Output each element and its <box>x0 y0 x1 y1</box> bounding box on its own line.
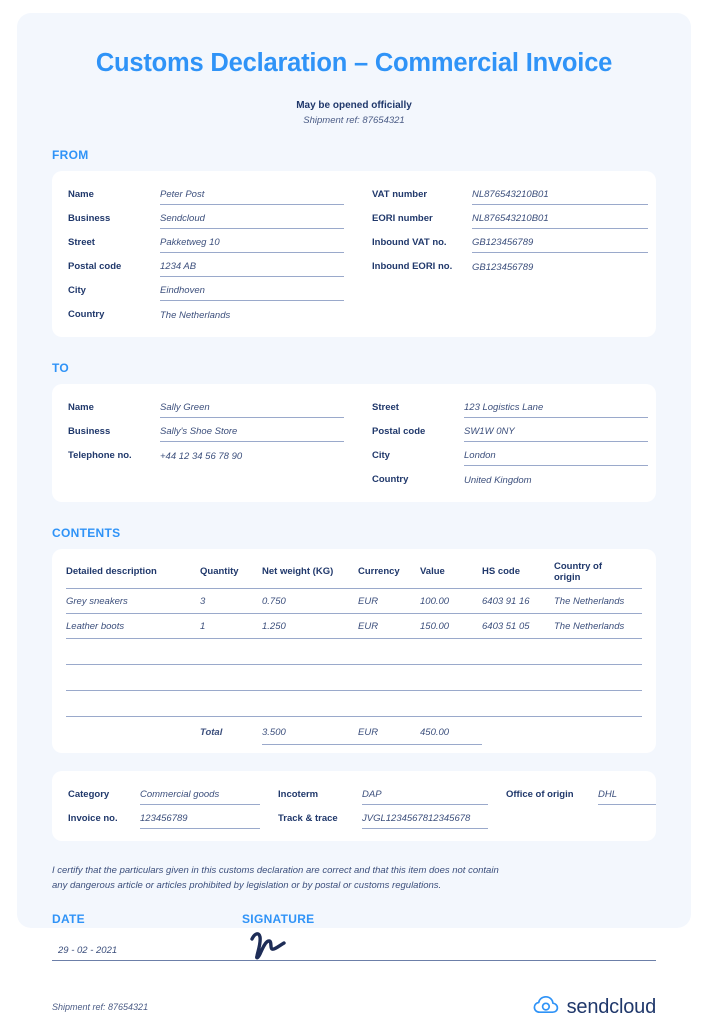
table-row-blank <box>66 638 642 664</box>
field-value[interactable]: United Kingdom <box>464 474 532 486</box>
field-label: Business <box>68 425 111 437</box>
table-row-total <box>66 716 642 744</box>
cell-quantity[interactable]: 3 <box>200 588 262 613</box>
field-label: Invoice no. <box>68 812 118 824</box>
column-header-net-weight: Net weight (KG) <box>262 559 358 589</box>
table-row <box>66 613 642 638</box>
field-to-street <box>372 394 648 418</box>
field-label: Street <box>68 236 95 248</box>
certification-line-1: I certify that the particulars given in this customs declaration are correct and that this item does not contain <box>52 864 499 876</box>
field-track-and-trace <box>278 805 488 829</box>
cell-country-of-origin[interactable] <box>554 638 642 664</box>
field-label: Name <box>68 188 94 200</box>
field-label: Track & trace <box>278 812 338 824</box>
field-label: City <box>372 449 390 461</box>
field-to-telephone <box>68 442 344 466</box>
field-label: Incoterm <box>278 788 319 800</box>
certification-text <box>52 863 656 894</box>
cell-hs-code[interactable]: 6403 51 05 <box>482 613 554 638</box>
date-label: DATE <box>52 911 85 926</box>
field-from-inbound-vat <box>372 229 648 253</box>
column-header-description: Detailed description <box>66 559 200 589</box>
cell-empty <box>66 716 200 744</box>
total-label: Total <box>200 727 223 739</box>
total-net-weight: 3.500 <box>262 716 358 744</box>
details-card <box>52 771 656 841</box>
field-spacer <box>506 805 656 829</box>
document-page <box>17 13 691 1018</box>
column-header-hs-code: HS code <box>482 559 554 589</box>
date-value: 29 - 02 - 2021 <box>58 944 118 956</box>
column-header-country-of-origin: Country of origin <box>554 559 642 589</box>
field-value[interactable]: JVGL1234567812345678 <box>362 813 488 829</box>
signature-column <box>242 912 656 961</box>
cell-empty <box>554 716 642 744</box>
cell-quantity[interactable] <box>200 638 262 664</box>
field-incoterm <box>278 781 488 805</box>
from-left-column <box>68 181 344 325</box>
cell-description[interactable] <box>66 690 200 716</box>
brand-logo <box>533 995 656 1020</box>
field-label: Postal code <box>372 425 426 437</box>
cell-hs-code[interactable] <box>482 664 554 690</box>
cell-description[interactable] <box>66 638 200 664</box>
field-value[interactable]: Commercial goods <box>140 789 260 805</box>
cell-hs-code[interactable]: 6403 91 16 <box>482 588 554 613</box>
signature-mark-icon <box>246 925 306 966</box>
field-label: Country <box>68 308 105 320</box>
certification-line-2: any dangerous article or articles prohibited by legislation or by postal or customs regulations. <box>52 880 442 892</box>
from-card <box>52 171 656 337</box>
cell-value[interactable]: 100.00 <box>420 588 482 613</box>
cell-currency[interactable] <box>358 690 420 716</box>
field-label: Telephone no. <box>68 449 132 461</box>
field-value[interactable]: +44 12 34 56 78 90 <box>160 450 243 462</box>
column-header-quantity: Quantity <box>200 559 262 589</box>
cell-hs-code[interactable] <box>482 690 554 716</box>
to-left-column <box>68 394 344 490</box>
field-from-street <box>68 229 344 253</box>
field-value[interactable]: GB123456789 <box>472 261 534 273</box>
field-label: Office of origin <box>506 788 574 800</box>
field-to-name <box>68 394 344 418</box>
field-label: Inbound EORI no. <box>372 260 453 272</box>
field-value[interactable]: Sendcloud <box>160 213 344 229</box>
footer-shipment-ref: Shipment ref: 87654321 <box>52 1002 149 1013</box>
field-label: Category <box>68 788 110 800</box>
field-value[interactable]: Pakketweg 10 <box>160 237 344 253</box>
table-row-blank <box>66 664 642 690</box>
signature-input-line[interactable] <box>242 932 656 961</box>
field-value[interactable]: NL876543210B01 <box>472 213 648 229</box>
field-value[interactable]: Sally Green <box>160 402 344 418</box>
shipment-ref-header: Shipment ref: 87654321 <box>303 114 405 126</box>
section-title-contents: CONTENTS <box>52 525 121 540</box>
date-column <box>52 912 242 961</box>
field-from-postal-code <box>68 253 344 277</box>
cell-net-weight[interactable]: 0.750 <box>262 588 358 613</box>
to-card <box>52 384 656 502</box>
column-header-currency: Currency <box>358 559 420 589</box>
document-subtitle: May be opened officially <box>296 99 412 111</box>
section-title-from: FROM <box>52 147 89 162</box>
field-label: Inbound VAT no. <box>372 236 447 248</box>
cloud-icon <box>533 995 559 1020</box>
footer <box>52 995 656 1020</box>
details-column-3 <box>506 781 656 829</box>
cell-empty <box>482 716 554 744</box>
field-value[interactable]: SW1W 0NY <box>464 426 648 442</box>
cell-net-weight[interactable] <box>262 664 358 690</box>
field-value[interactable]: The Netherlands <box>160 309 231 321</box>
cell-hs-code[interactable] <box>482 638 554 664</box>
total-currency: EUR <box>358 716 420 744</box>
field-from-city <box>68 277 344 301</box>
field-office-of-origin <box>506 781 656 805</box>
brand-name: sendcloud <box>566 995 656 1018</box>
column-header-value: Value <box>420 559 482 589</box>
field-value[interactable]: Eindhoven <box>160 285 344 301</box>
field-from-eori-number <box>372 205 648 229</box>
cell-quantity[interactable] <box>200 690 262 716</box>
field-value[interactable]: London <box>464 450 648 466</box>
field-to-country <box>372 466 648 490</box>
cell-country-of-origin[interactable] <box>554 664 642 690</box>
field-value[interactable]: GB123456789 <box>472 237 648 253</box>
field-category <box>68 781 260 805</box>
cell-description[interactable] <box>66 664 200 690</box>
to-right-column <box>372 394 648 490</box>
table-row-blank <box>66 690 642 716</box>
cell-country-of-origin[interactable] <box>554 690 642 716</box>
field-value[interactable]: NL876543210B01 <box>472 189 648 205</box>
signature-block <box>52 912 656 961</box>
field-value[interactable]: DAP <box>362 789 488 805</box>
cell-country-of-origin[interactable]: The Netherlands <box>554 613 642 638</box>
cell-currency[interactable]: EUR <box>358 613 420 638</box>
field-from-name <box>68 181 344 205</box>
cell-net-weight[interactable]: 1.250 <box>262 613 358 638</box>
cell-value[interactable]: 150.00 <box>420 613 482 638</box>
cell-quantity[interactable] <box>200 664 262 690</box>
field-to-business <box>68 418 344 442</box>
signature-label: SIGNATURE <box>242 911 315 926</box>
from-right-column <box>372 181 648 325</box>
field-value[interactable]: Sally's Shoe Store <box>160 426 344 442</box>
details-column-1 <box>68 781 260 829</box>
cell-currency[interactable] <box>358 638 420 664</box>
cell-value[interactable] <box>420 638 482 664</box>
field-value[interactable]: Peter Post <box>160 189 344 205</box>
field-from-business <box>68 205 344 229</box>
section-title-to: TO <box>52 360 70 375</box>
date-input-line[interactable] <box>52 932 242 961</box>
cell-value[interactable] <box>420 690 482 716</box>
cell-country-of-origin[interactable]: The Netherlands <box>554 588 642 613</box>
field-value[interactable]: 1234 AB <box>160 261 344 277</box>
field-to-postal-code <box>372 418 648 442</box>
field-value[interactable]: 123 Logistics Lane <box>464 402 648 418</box>
page-title: Customs Declaration – Commercial Invoice <box>95 49 613 77</box>
field-label: EORI number <box>372 212 433 224</box>
field-from-country <box>68 301 344 325</box>
details-column-2 <box>278 781 488 829</box>
field-value[interactable]: DHL <box>598 789 656 805</box>
cell-description[interactable]: Grey sneakers <box>66 588 200 613</box>
cell-net-weight[interactable] <box>262 690 358 716</box>
field-value[interactable]: 123456789 <box>140 813 260 829</box>
contents-table <box>66 559 642 745</box>
field-label: Business <box>68 212 111 224</box>
field-label: Name <box>68 401 94 413</box>
field-label: Street <box>372 401 399 413</box>
cell-currency[interactable]: EUR <box>358 588 420 613</box>
field-label: VAT number <box>372 188 428 200</box>
cell-quantity[interactable]: 1 <box>200 613 262 638</box>
table-header-row <box>66 559 642 589</box>
field-invoice-no <box>68 805 260 829</box>
field-label: Country <box>372 473 409 485</box>
field-label: City <box>68 284 86 296</box>
cell-currency[interactable] <box>358 664 420 690</box>
cell-value[interactable] <box>420 664 482 690</box>
total-value: 450.00 <box>420 716 482 744</box>
table-row <box>66 588 642 613</box>
cell-net-weight[interactable] <box>262 638 358 664</box>
field-from-inbound-eori <box>372 253 648 277</box>
field-from-vat-number <box>372 181 648 205</box>
cell-description[interactable]: Leather boots <box>66 613 200 638</box>
field-label: Postal code <box>68 260 122 272</box>
contents-card <box>52 549 656 753</box>
field-to-city <box>372 442 648 466</box>
